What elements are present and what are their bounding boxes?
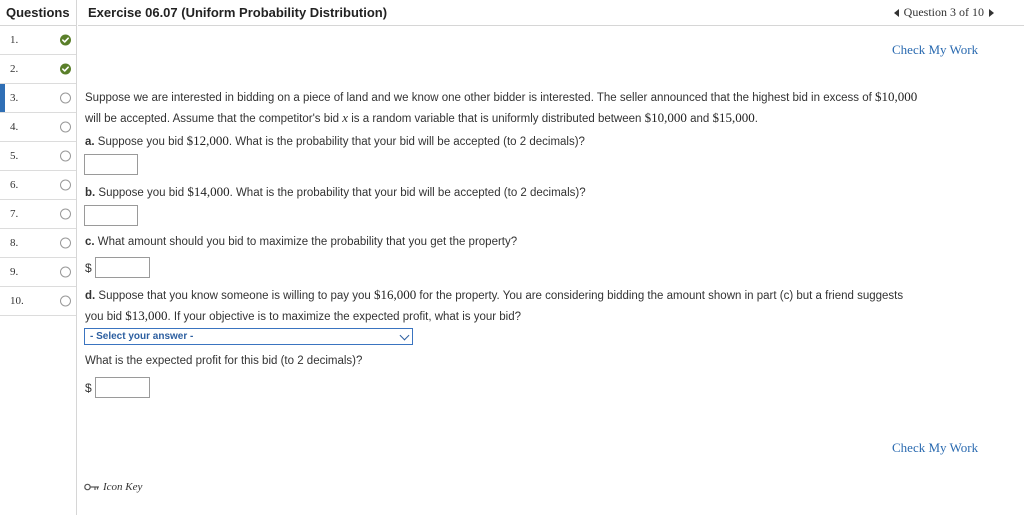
question-number: 6. xyxy=(10,179,19,191)
question-number: 2. xyxy=(10,63,19,75)
part-a-answer-input[interactable] xyxy=(84,154,138,175)
part-d-followup-question: What is the expected profit for this bid (to 2 decimals)? xyxy=(85,355,363,367)
part-d-text: Suppose that you know someone is willing to pay you xyxy=(95,290,374,302)
sidebar-question-item[interactable] xyxy=(0,258,76,287)
question-position: Question 3 of 10 xyxy=(903,5,984,19)
sidebar-question-item[interactable] xyxy=(0,113,76,142)
question-number: 7. xyxy=(10,208,19,220)
amount-text: $10,000 xyxy=(874,89,918,104)
amount-text: $13,000 xyxy=(125,308,168,323)
part-b-label: b. xyxy=(85,187,96,199)
check-circle-icon xyxy=(60,35,71,46)
part-c-text: What amount should you bid to maximize the probability that you get the property? xyxy=(94,236,518,248)
part-d-bid-select[interactable] xyxy=(84,328,413,345)
key-icon xyxy=(84,483,100,491)
amount-text: $10,000 xyxy=(644,110,687,125)
sidebar-question-item[interactable] xyxy=(0,287,76,316)
part-b-text: . What is the probability that your bid will be accepted (to 2 decimals)? xyxy=(229,187,586,199)
question-number: 8. xyxy=(10,237,19,249)
chevron-down-icon xyxy=(400,331,410,341)
question-number: 1. xyxy=(10,34,19,46)
icon-key-link[interactable] xyxy=(84,481,142,493)
part-a-text: Suppose you bid xyxy=(94,136,187,148)
amount-text: $12,000 xyxy=(186,133,229,148)
previous-question-icon[interactable] xyxy=(894,9,899,17)
sidebar-question-item[interactable] xyxy=(0,84,76,113)
questions-sidebar xyxy=(0,0,77,515)
empty-circle-icon xyxy=(60,151,71,162)
part-b-answer-input[interactable] xyxy=(84,205,138,226)
amount-text: $16,000 xyxy=(373,287,417,302)
sidebar-question-item[interactable] xyxy=(0,26,76,55)
intro-text: is a random variable that is uniformly distributed between xyxy=(348,113,645,125)
part-b-question xyxy=(85,182,1005,203)
sidebar-question-item[interactable] xyxy=(0,142,76,171)
empty-circle-icon xyxy=(60,296,71,307)
part-d-profit-input[interactable] xyxy=(95,377,150,398)
part-d-text: for the property. You are considering bidding the amount shown in part (c) but a friend suggests xyxy=(416,290,904,302)
empty-circle-icon xyxy=(60,93,71,104)
question-list xyxy=(0,26,76,316)
part-c-question xyxy=(85,233,1005,252)
part-a-question xyxy=(85,131,1005,152)
question-number: 10. xyxy=(10,295,24,307)
empty-circle-icon xyxy=(60,122,71,133)
empty-circle-icon xyxy=(60,209,71,220)
part-d-label: d. xyxy=(85,290,96,302)
amount-text: $14,000 xyxy=(187,184,230,199)
check-my-work-link-bottom[interactable]: Check My Work xyxy=(892,440,979,455)
dollar-sign: $ xyxy=(85,381,92,395)
dollar-sign: $ xyxy=(85,261,92,275)
empty-circle-icon xyxy=(60,267,71,278)
intro-text: will be accepted. Assume that the competitor's bid xyxy=(85,113,343,125)
question-number: 5. xyxy=(10,150,19,162)
part-a-text: . What is the probability that your bid will be accepted (to 2 decimals)? xyxy=(228,136,585,148)
sidebar-question-item[interactable] xyxy=(0,55,76,84)
part-d-text: . If your objective is to maximize the expected profit, what is your bid? xyxy=(167,311,521,323)
question-number: 3. xyxy=(10,92,19,104)
sidebar-question-item[interactable] xyxy=(0,171,76,200)
question-number: 9. xyxy=(10,266,19,278)
check-my-work-link-top[interactable]: Check My Work xyxy=(892,42,979,57)
next-question-icon[interactable] xyxy=(989,9,994,17)
part-d-question xyxy=(85,285,1005,327)
intro-text: . xyxy=(754,113,758,125)
empty-circle-icon xyxy=(60,180,71,191)
select-value: - Select your answer - xyxy=(90,331,194,342)
problem-statement xyxy=(85,87,1005,129)
part-c-answer-input[interactable] xyxy=(95,257,150,278)
amount-text: $15,000 xyxy=(712,110,755,125)
part-d-text: you bid xyxy=(85,311,126,323)
intro-text: Suppose we are interested in bidding on a piece of land and we know one other bidder is interested. The seller announced that the highest bid in excess of xyxy=(85,92,875,104)
question-navigator xyxy=(894,5,994,20)
page-title: Exercise 06.07 (Uniform Probability Distribution) xyxy=(88,5,388,20)
sidebar-question-item[interactable] xyxy=(0,200,76,229)
sidebar-question-item[interactable] xyxy=(0,229,76,258)
variable-text: x xyxy=(342,110,349,125)
exercise-header xyxy=(78,0,1024,26)
part-a-label: a. xyxy=(85,136,95,148)
empty-circle-icon xyxy=(60,238,71,249)
part-b-text: Suppose you bid xyxy=(95,187,188,199)
intro-text: and xyxy=(686,113,713,125)
sidebar-header: Questions xyxy=(0,0,76,26)
part-c-label: c. xyxy=(85,236,95,248)
icon-key-label: Icon Key xyxy=(103,481,143,493)
check-circle-icon xyxy=(60,64,71,75)
question-number: 4. xyxy=(10,121,19,133)
